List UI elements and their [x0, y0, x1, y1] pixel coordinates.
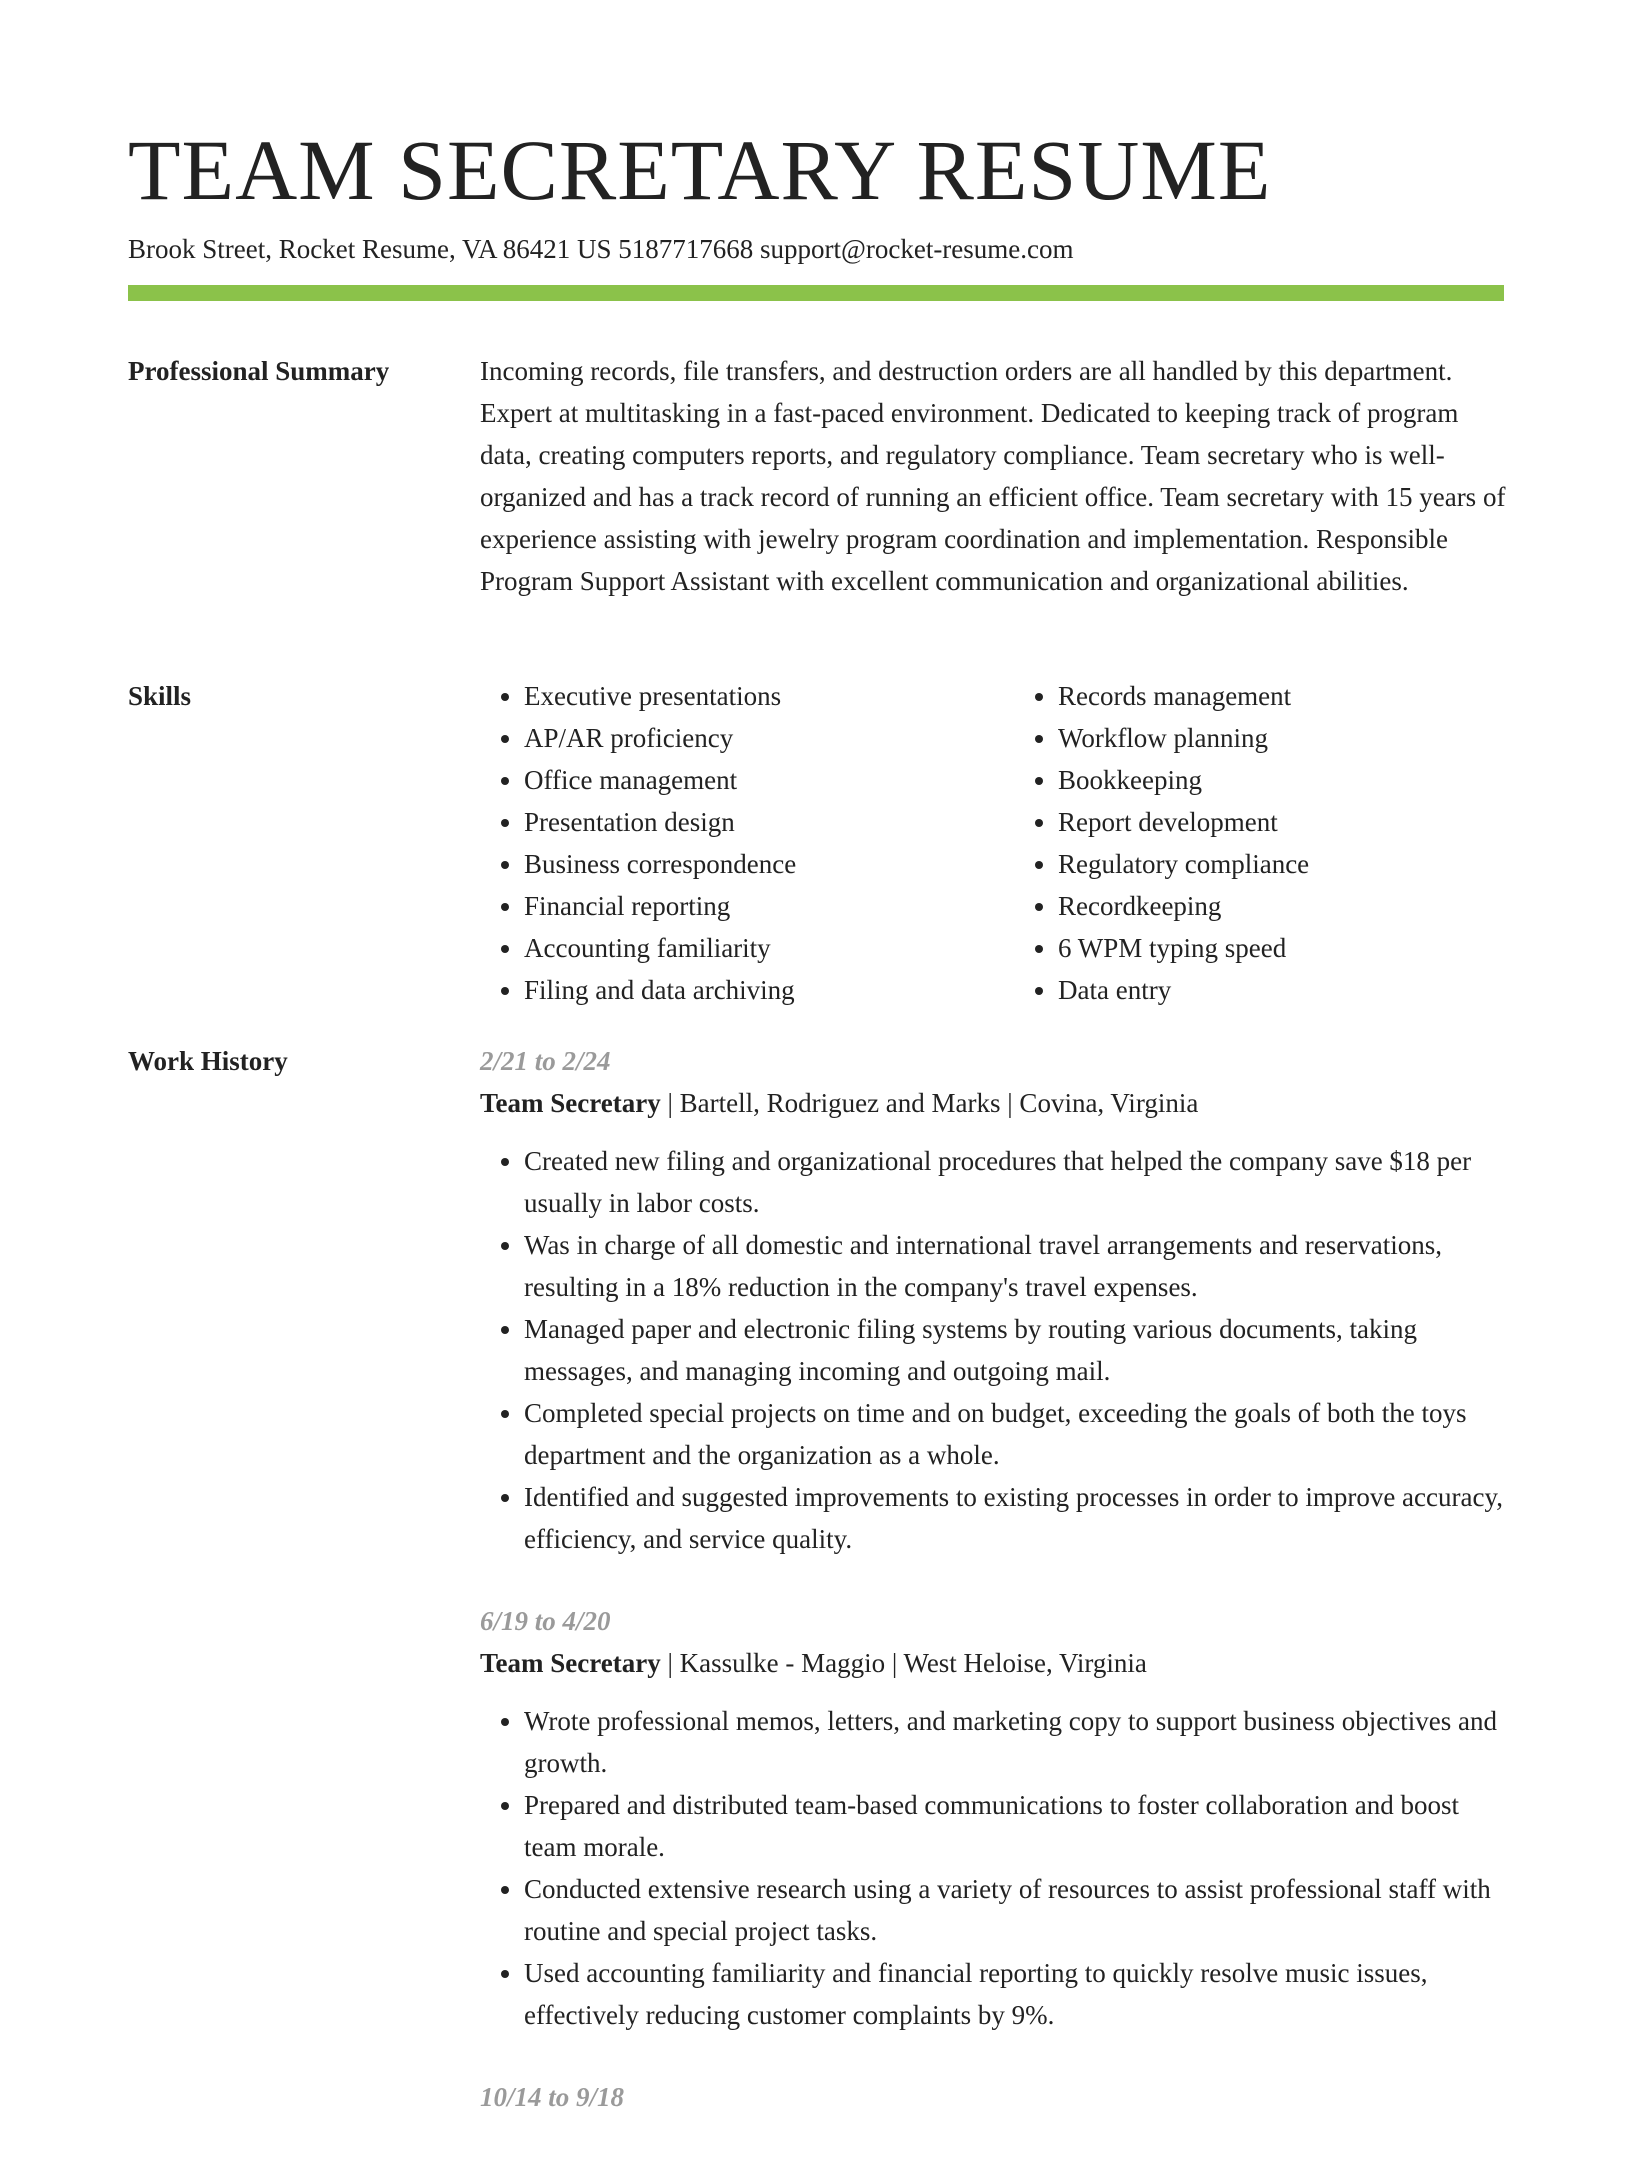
job-bullets — [480, 1140, 1508, 1560]
job-bullet: • Wrote professional memos, letters, and marketing copy to support business objectives and growth. — [524, 1700, 1508, 1784]
summary-text: Incoming records, file transfers, and destruction orders are all handled by this department. Expert at multitasking in a fast-paced environment. Dedicated to keeping track of program data, creating computers reports, and regulatory compliance. Team secretary who is well-organized and has a track record of running an efficient office. Team secretary with 15 years of experience assisting with jewelry program coordination and implementation. Responsible Program Support Assistant with excellent communication and organizational abilities. — [480, 356, 1506, 596]
job-details: | Kassulke - Maggio | West Heloise, Virginia — [660, 1648, 1147, 1678]
skill-item: • Executive presentations — [524, 675, 974, 717]
job-bullet: • Identified and suggested improvements to existing processes in order to improve accuracy, efficiency, and service quality. — [524, 1476, 1508, 1560]
job-bullet: • Created new filing and organizational procedures that helped the company save $18 per usually in labor costs. — [524, 1140, 1508, 1224]
skills-column-1 — [480, 675, 974, 1011]
skill-item: • Financial reporting — [524, 885, 974, 927]
job-bullet: • Conducted extensive research using a variety of resources to assist professional staff with routine and special project tasks. — [524, 1868, 1508, 1952]
work-history-label: Work History — [128, 1046, 288, 1076]
job-bullets — [480, 1700, 1508, 2036]
skill-item: • Report development — [1058, 801, 1508, 843]
skill-item: • Workflow planning — [1058, 717, 1508, 759]
skills-column-2 — [1014, 675, 1508, 1011]
skill-item: • Regulatory compliance — [1058, 843, 1508, 885]
contact-line: Brook Street, Rocket Resume, VA 86421 US 5187717668 support@rocket-resume.com — [128, 234, 1074, 264]
resume-title: TEAM SECRETARY RESUME — [128, 122, 1272, 218]
job-title: Team Secretary — [480, 1088, 661, 1118]
summary-section — [480, 350, 1508, 602]
skill-item: • Records management — [1058, 675, 1508, 717]
skill-item: • Presentation design — [524, 801, 974, 843]
skill-item: • AP/AR proficiency — [524, 717, 974, 759]
job-details: | Bartell, Rodriguez and Marks | Covina, Virginia — [660, 1088, 1199, 1118]
work-history-section — [480, 1040, 1508, 2158]
job-dates: 2/21 to 2/24 — [480, 1046, 611, 1076]
job-entry — [480, 1600, 1508, 2036]
job-bullet: • Used accounting familiarity and financial reporting to quickly resolve music issues, effectively reducing customer complaints by 9%. — [524, 1952, 1508, 2036]
skill-item: • Accounting familiarity — [524, 927, 974, 969]
header-divider — [128, 285, 1504, 301]
job-bullet: • Managed paper and electronic filing systems by routing various documents, taking messages, and managing incoming and outgoing mail. — [524, 1308, 1508, 1392]
skill-item: • Business correspondence — [524, 843, 974, 885]
skill-item: • 6 WPM typing speed — [1058, 927, 1508, 969]
job-bullet: • Was in charge of all domestic and international travel arrangements and reservations, resulting in a 18% reduction in the company's travel expenses. — [524, 1224, 1508, 1308]
job-heading — [480, 1642, 1508, 1684]
job-title: Team Secretary — [480, 1648, 661, 1678]
job-entry — [480, 1040, 1508, 1560]
skills-label: Skills — [128, 681, 192, 711]
skill-item: • Filing and data archiving — [524, 969, 974, 1011]
skill-item: • Bookkeeping — [1058, 759, 1508, 801]
summary-label: Professional Summary — [128, 356, 390, 386]
skill-item: • Data entry — [1058, 969, 1508, 1011]
job-bullet: • Completed special projects on time and on budget, exceeding the goals of both the toys department and the organization as a whole. — [524, 1392, 1508, 1476]
skill-item: • Recordkeeping — [1058, 885, 1508, 927]
job-dates: 10/14 to 9/18 — [480, 2082, 625, 2112]
skill-item: • Office management — [524, 759, 974, 801]
job-dates: 6/19 to 4/20 — [480, 1606, 611, 1636]
skills-section — [480, 675, 1508, 1011]
job-bullet: • Prepared and distributed team-based communications to foster collaboration and boost team morale. — [524, 1784, 1508, 1868]
job-heading — [480, 1082, 1508, 1124]
skills-grid — [480, 675, 1508, 1011]
